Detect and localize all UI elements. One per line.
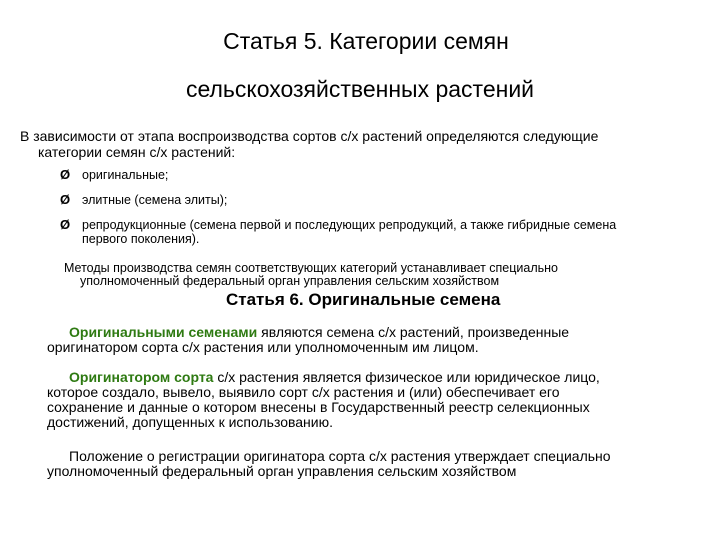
- list-item: [60, 168, 700, 182]
- list-item-text: репродукционные (семена первой и последующих репродукций, а также гибридные семена: [82, 218, 617, 232]
- list-item: [60, 218, 700, 246]
- page-title-line-2: сельскохозяйственных растений: [185, 76, 535, 102]
- registration-paragraph: [47, 449, 697, 479]
- arrow-bullet-icon: Ø: [60, 217, 71, 232]
- methods-line-1: Методы производства семян соответствующих категорий устанавливает специально: [64, 261, 559, 275]
- definition-text-line-3: сохранение и данные о котором внесены в Государственный реестр селекционных: [47, 399, 590, 415]
- intro-line-1: В зависимости от этапа воспроизводства сортов с/х растений определяются следующие: [20, 128, 599, 144]
- seed-category-list: [60, 168, 700, 257]
- term-original-seeds: Оригинальными семенами: [69, 324, 258, 340]
- list-item: [60, 193, 700, 207]
- term-originator: Оригинатором сорта: [69, 369, 214, 385]
- definition-original-seeds: [47, 325, 697, 355]
- definition-text-line-2: оригинатором сорта с/х растения или уполномоченным им лицом.: [47, 339, 479, 355]
- intro-paragraph: [20, 128, 700, 160]
- definition-text-line-2: которое создало, вывело, выявило сорт с/х растения и (или) обеспечивает его: [47, 384, 560, 400]
- section-heading: Статья 6. Оригинальные семена: [226, 290, 501, 309]
- methods-paragraph: [64, 262, 704, 288]
- definition-text: с/х растения является физическое или юридическое лицо,: [213, 369, 600, 385]
- arrow-bullet-icon: Ø: [60, 192, 71, 207]
- registration-line-2: уполномоченный федеральный орган управления сельским хозяйством: [47, 463, 517, 479]
- list-item-text: элитные (семена элиты);: [82, 193, 228, 207]
- definition-originator: [47, 370, 697, 430]
- definition-text: являются семена с/х растений, произведенные: [257, 324, 570, 340]
- methods-line-2: уполномоченный федеральный орган управления сельским хозяйством: [80, 274, 500, 288]
- list-item-text: оригинальные;: [82, 168, 169, 182]
- intro-line-2: категории семян с/х растений:: [38, 144, 236, 160]
- page-title-line-1: Статья 5. Категории семян: [223, 28, 509, 54]
- list-item-text-continued: первого поколения).: [82, 232, 200, 246]
- arrow-bullet-icon: Ø: [60, 167, 71, 182]
- definition-text-line-4: достижений, допущенных к использованию.: [47, 414, 334, 430]
- registration-line-1: Положение о регистрации оригинатора сорта с/х растения утверждает специально: [69, 448, 611, 464]
